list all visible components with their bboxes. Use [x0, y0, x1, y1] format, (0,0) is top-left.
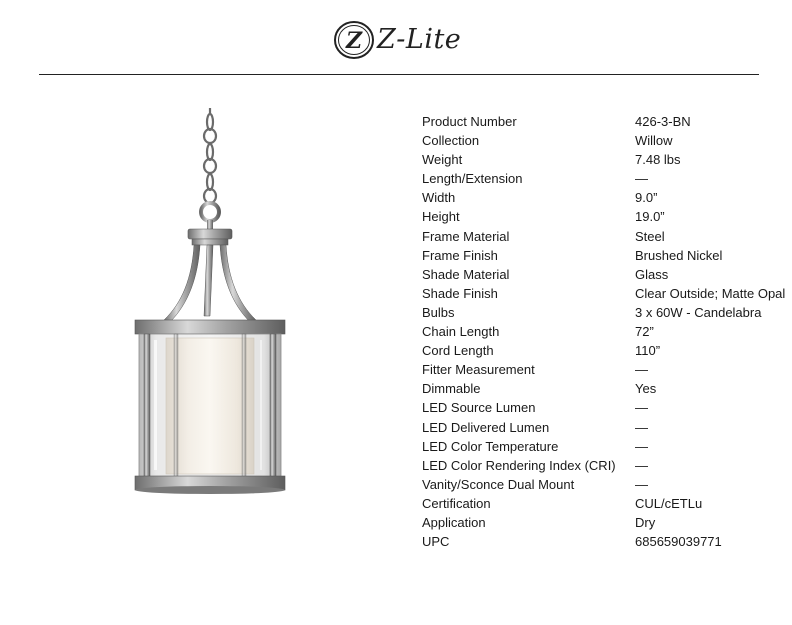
spec-row	[422, 303, 792, 322]
frame-arms	[164, 245, 256, 322]
spec-label: Weight	[422, 152, 463, 168]
spec-label: Frame Material	[422, 228, 510, 244]
logo-mark-letter: Z	[345, 28, 363, 54]
spec-label: Collection	[422, 133, 480, 149]
spec-value: —	[635, 400, 648, 416]
spec-value: Steel	[635, 228, 665, 244]
spec-label: Chain Length	[422, 324, 500, 340]
spec-label: LED Color Temperature	[422, 438, 559, 454]
spec-row	[422, 418, 792, 437]
spec-label: Vanity/Sconce Dual Mount	[422, 476, 575, 492]
spec-row	[422, 379, 792, 398]
spec-row	[422, 207, 792, 226]
spec-label: Fitter Measurement	[422, 362, 535, 378]
spec-row	[422, 246, 792, 265]
spec-row	[422, 494, 792, 513]
brand-logo	[333, 19, 461, 61]
spec-label: Frame Finish	[422, 247, 498, 263]
spec-value: Willow	[635, 133, 673, 149]
spec-value: CUL/cETLu	[635, 495, 703, 511]
spec-value: Clear Outside; Matte Opal	[635, 285, 786, 301]
spec-row	[422, 265, 792, 284]
spec-row	[422, 131, 792, 150]
z-lite-logo-mark	[333, 19, 375, 61]
spec-row	[422, 112, 792, 131]
spec-value: 19.0”	[635, 209, 665, 225]
spec-value: —	[635, 171, 648, 187]
spec-value: 110”	[635, 343, 661, 359]
spec-label: Width	[422, 190, 456, 206]
spec-value: —	[635, 419, 648, 435]
spec-value: —	[635, 362, 648, 378]
spec-label: UPC	[422, 534, 450, 550]
spec-row	[422, 188, 792, 207]
spec-row	[422, 150, 792, 169]
spec-label: Bulbs	[422, 304, 455, 320]
spec-label: Application	[422, 514, 486, 530]
canopy-cap	[188, 229, 232, 239]
pendant-lantern-image	[130, 108, 300, 498]
spec-row	[422, 322, 792, 341]
hanging-loop	[201, 203, 219, 221]
spec-row	[422, 169, 792, 188]
top-band	[135, 320, 285, 334]
spec-label: Product Number	[422, 114, 517, 129]
spec-value: 3 x 60W - Candelabra	[635, 304, 762, 320]
spec-value: 685659039771	[635, 534, 722, 550]
brand-name: Z-Lite	[377, 24, 462, 55]
spec-label: LED Color Rendering Index (CRI)	[422, 457, 616, 473]
spec-value: 426-3-BN	[635, 114, 691, 129]
spec-value: 72”	[635, 324, 654, 340]
spec-label: Dimmable	[422, 381, 481, 397]
spec-value: Brushed Nickel	[635, 247, 723, 263]
matte-opal-shade	[166, 338, 254, 474]
spec-row	[422, 341, 792, 360]
spec-row	[422, 284, 792, 303]
spec-label: LED Delivered Lumen	[422, 419, 550, 435]
spec-value: —	[635, 438, 648, 454]
spec-label: LED Source Lumen	[422, 400, 536, 416]
spec-label: Length/Extension	[422, 171, 523, 187]
header-divider	[39, 74, 759, 75]
spec-value: Yes	[635, 381, 657, 397]
spec-value: 7.48 lbs	[635, 152, 681, 168]
chain	[204, 108, 216, 203]
spec-row	[422, 532, 792, 551]
spec-label: Height	[422, 209, 460, 225]
spec-row	[422, 475, 792, 494]
spec-label: Certification	[422, 495, 491, 511]
spec-row	[422, 360, 792, 379]
spec-value: —	[635, 476, 648, 492]
page-header	[0, 0, 792, 74]
spec-table	[422, 112, 792, 551]
spec-label: Shade Material	[422, 266, 510, 282]
spec-row	[422, 398, 792, 417]
spec-row	[422, 513, 792, 532]
spec-row	[422, 456, 792, 475]
spec-value: 9.0”	[635, 190, 658, 206]
spec-value: —	[635, 457, 648, 473]
spec-row	[422, 227, 792, 246]
spec-row	[422, 437, 792, 456]
spec-label: Cord Length	[422, 343, 494, 359]
spec-value: Glass	[635, 266, 669, 282]
spec-label: Shade Finish	[422, 285, 498, 301]
spec-value: Dry	[635, 514, 656, 530]
